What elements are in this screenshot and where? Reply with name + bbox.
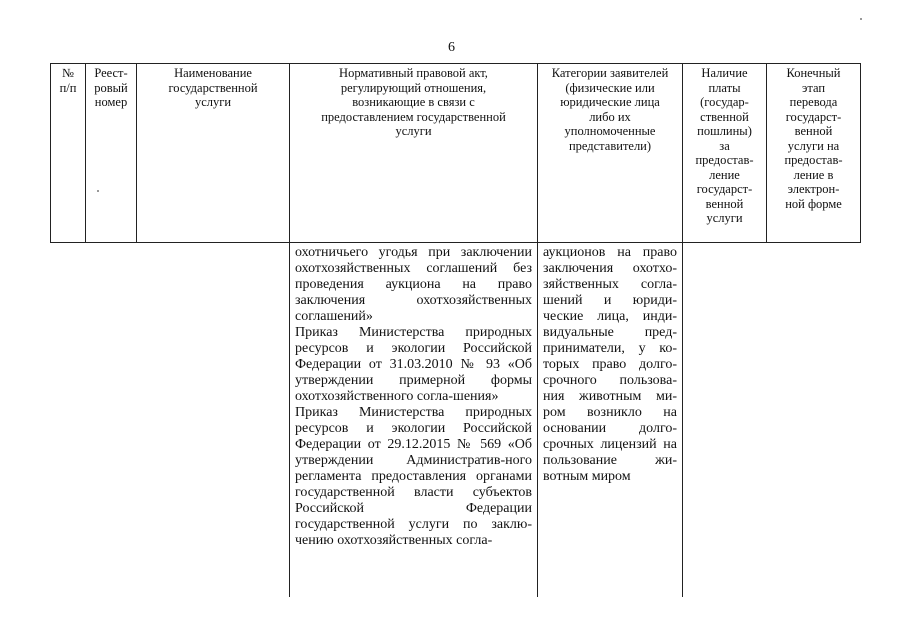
scan-speck bbox=[97, 190, 99, 192]
scan-speck bbox=[860, 18, 862, 20]
page-number: 6 bbox=[448, 40, 455, 55]
cell-number bbox=[51, 243, 86, 598]
services-register-table bbox=[50, 63, 861, 597]
cell-legal-act bbox=[290, 243, 538, 598]
cell-registry-number bbox=[86, 243, 137, 598]
legal-act-paragraph: охотничьего угодья при заключении охотхозяйственных соглашений без проведения аукциона на право заключения охотхозяйственных соглашений» bbox=[295, 245, 532, 324]
cell-service-name bbox=[137, 243, 290, 598]
legal-act-paragraph: Приказ Министерства природных ресурсов и экологии Российской Федерации от 29.12.2015 № 569 «Об утверждении Административ-ного регламента предоставления органами государственной власти субъектов Российской Федерации государственной услуги по заклю-чению охотхозяйственных согла- bbox=[295, 405, 532, 548]
header-electronic-stage: Конечный этап перевода государст- венной услуги на предостав- ление в электрон- ной форме bbox=[767, 64, 861, 243]
applicants-paragraph: аукционов на право заключения охотхо-зяйственных согла-шений и юриди-ческие лица, инди-видуальные пред-приниматели, у ко-торых право долго-срочного пользова-ния животным ми-ром возникло на основании долго-срочных лицензий на пользование жи-вотным миром bbox=[543, 245, 677, 484]
header-applicant-categories: Категории заявителей (физические или юридические лица либо их уполномоченные представители) bbox=[538, 64, 683, 243]
table-row bbox=[51, 243, 861, 598]
header-legal-act: Нормативный правовой акт, регулирующий отношения, возникающие в связи с предоставлением государственной услуги bbox=[290, 64, 538, 243]
header-registry-number: Реест- ровый номер bbox=[86, 64, 137, 243]
cell-fee bbox=[683, 243, 767, 598]
header-number: № п/п bbox=[51, 64, 86, 243]
cell-electronic-stage bbox=[767, 243, 861, 598]
legal-act-paragraph: Приказ Министерства природных ресурсов и экологии Российской Федерации от 31.03.2010 № 93 «Об утверждении примерной формы охотхозяйственного согла-шения» bbox=[295, 325, 532, 404]
cell-applicant-categories bbox=[538, 243, 683, 598]
header-fee: Наличие платы (государ- ственной пошлины) за предостав- ление государст- венной услуги bbox=[683, 64, 767, 243]
table-header-row bbox=[51, 64, 861, 243]
header-service-name: Наименование государственной услуги bbox=[137, 64, 290, 243]
